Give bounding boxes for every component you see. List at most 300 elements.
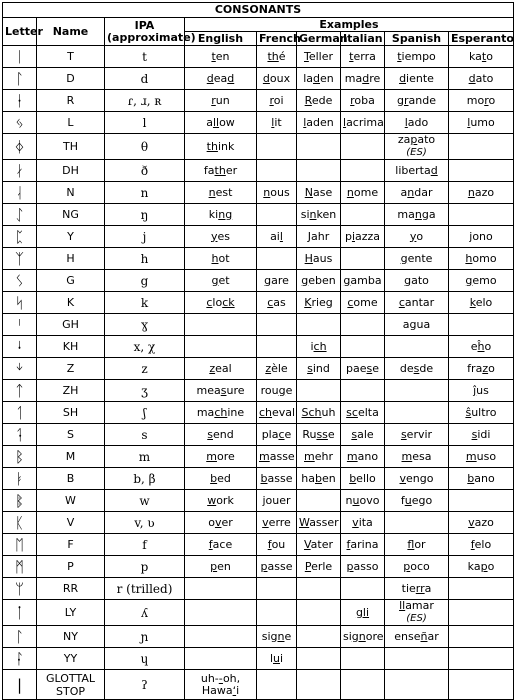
word-part: elta (357, 405, 379, 419)
example-word (449, 556, 514, 578)
table-row (3, 292, 514, 314)
letter-glyph: ᛍ (3, 336, 37, 358)
example-line (187, 363, 254, 375)
ipa-symbol: m (105, 446, 185, 468)
example-word (449, 446, 514, 468)
example-line (387, 95, 446, 107)
table-row (3, 670, 514, 700)
highlighted-sound: v (399, 471, 407, 485)
example-word (297, 248, 341, 270)
word-part: as (273, 295, 286, 309)
example-word (297, 68, 341, 90)
letter-name: D (37, 68, 105, 90)
word-part: o (488, 361, 495, 375)
ipa-symbol: ʎ (105, 600, 185, 626)
example-line (259, 539, 294, 551)
example-line (343, 231, 382, 243)
word-part: re (369, 71, 381, 85)
highlighted-sound: ch (214, 405, 228, 419)
example-word (449, 112, 514, 134)
table-row (3, 314, 514, 336)
highlighted-sound: gn (270, 629, 285, 643)
letter-name: T (37, 46, 105, 68)
example-word (297, 648, 341, 670)
highlighted-sound: l (303, 115, 307, 129)
word-part: iempo (401, 49, 436, 63)
word-part: eller (308, 49, 334, 63)
word-part: ase (312, 185, 333, 199)
word-part: de (419, 361, 434, 375)
highlighted-sound: s (413, 361, 420, 375)
word-part: est (215, 185, 233, 199)
example-word (449, 534, 514, 556)
example-word (449, 578, 514, 600)
letter-name: GH (37, 314, 105, 336)
highlighted-sound: f (208, 537, 213, 551)
example-line (387, 73, 446, 85)
example-word (185, 336, 257, 358)
example-line (259, 385, 294, 397)
letter-glyph: ᛂ (3, 90, 37, 112)
example-word (297, 424, 341, 446)
word-part: si (261, 629, 271, 643)
word-part: oux (269, 71, 291, 85)
example-word (297, 160, 341, 182)
ipa-symbol: t (105, 46, 185, 68)
word-part: uh- (200, 671, 219, 685)
example-word (297, 556, 341, 578)
highlighted-sound: l (343, 115, 347, 129)
example-word (257, 134, 297, 160)
word-part: en (321, 471, 336, 485)
word-part: oba (354, 93, 375, 107)
highlighted-sound: r (269, 93, 274, 107)
highlighted-sound: d (430, 163, 438, 177)
example-line (451, 451, 511, 463)
example-word (341, 112, 385, 134)
example-word (385, 160, 449, 182)
example-word (341, 402, 385, 424)
letter-glyph: ᛁ (3, 46, 37, 68)
language-header-english: English (185, 32, 257, 46)
highlighted-sound: b (314, 471, 322, 485)
example-word (185, 248, 257, 270)
example-line (187, 51, 254, 63)
example-word (341, 226, 385, 248)
word-part: ovo (359, 493, 380, 507)
word-part: aus (312, 251, 333, 265)
example-word (257, 556, 297, 578)
example-line (299, 363, 338, 375)
example-line (343, 275, 382, 287)
example-word (449, 626, 514, 648)
word-part: azza (355, 229, 381, 243)
letter-glyph: ᛃ (3, 112, 37, 134)
example-word (449, 648, 514, 670)
word-part: ale (357, 427, 374, 441)
highlighted-sound: b (260, 471, 268, 485)
example-word (185, 512, 257, 534)
ipa-header-line: IPA (134, 18, 155, 32)
highlighted-sound: w (207, 493, 217, 507)
highlighted-sound: P (304, 559, 312, 573)
highlighted-sound: n (414, 207, 422, 221)
example-word (385, 134, 449, 160)
highlighted-sound: ñ (420, 629, 428, 643)
ipa-symbol: f (105, 534, 185, 556)
highlighted-sound: n (208, 185, 216, 199)
example-word (297, 534, 341, 556)
highlighted-sound: m (465, 449, 477, 463)
example-word (449, 490, 514, 512)
highlighted-sound: th (267, 49, 279, 63)
highlighted-sound: h (211, 251, 219, 265)
example-word (185, 314, 257, 336)
highlighted-sound: c (347, 295, 354, 309)
example-line (299, 51, 338, 63)
example-line (259, 653, 294, 665)
highlighted-sound: l (467, 115, 471, 129)
ipa-header (105, 18, 196, 46)
highlighted-sound: r (350, 93, 355, 107)
example-word (185, 446, 257, 468)
highlighted-sound: h (465, 251, 473, 265)
example-line (387, 117, 446, 129)
word-part: mea (196, 383, 221, 397)
example-line (451, 187, 511, 199)
example-word (449, 160, 514, 182)
example-word (185, 358, 257, 380)
word-part: ano (357, 449, 379, 463)
word-part: ous (270, 185, 290, 199)
ipa-symbol: ɥ (105, 648, 185, 670)
example-line (187, 275, 254, 287)
word-part: are (271, 273, 289, 287)
example-word (385, 626, 449, 648)
example-line (259, 95, 294, 107)
example-word (449, 358, 514, 380)
word-part: ato (475, 71, 494, 85)
example-word (257, 90, 297, 112)
example-word (185, 204, 257, 226)
letter-glyph: ᛑ (3, 424, 37, 446)
example-line (187, 685, 254, 697)
highlighted-sound: i (351, 229, 355, 243)
example-line (187, 95, 254, 107)
word-part: ente (407, 251, 433, 265)
highlighted-sound: g (264, 273, 272, 287)
highlighted-sound: ss (316, 427, 328, 441)
word-part: tie (401, 581, 416, 595)
highlighted-sound: g (278, 383, 286, 397)
example-line (343, 429, 382, 441)
example-line (343, 607, 382, 619)
example-line (451, 539, 511, 551)
word-part: ato (411, 273, 429, 287)
word-part: ace (212, 537, 233, 551)
highlighted-sound: f (346, 537, 351, 551)
example-word (385, 270, 449, 292)
example-word (297, 226, 341, 248)
word-part: en (217, 559, 231, 573)
word-part: ore (365, 629, 384, 643)
highlighted-sound: t (481, 49, 487, 63)
letter-name: TH (37, 134, 105, 160)
word-part: et (218, 273, 230, 287)
example-word (449, 468, 514, 490)
letter-name: LY (37, 600, 105, 626)
example-line (451, 407, 511, 419)
example-word (385, 490, 449, 512)
word-part: ua (416, 317, 431, 331)
example-word (257, 358, 297, 380)
example-word (449, 204, 514, 226)
example-line (187, 495, 254, 507)
word-part: pla (261, 427, 279, 441)
word-part: rou (260, 383, 279, 397)
word-part: emo (472, 273, 497, 287)
example-word (297, 112, 341, 134)
example-word (341, 160, 385, 182)
example-line (387, 165, 446, 177)
example-word (297, 402, 341, 424)
highlighted-sound: ck (222, 295, 235, 309)
highlighted-sound: f (470, 537, 475, 551)
dialect-note: (ES) (406, 613, 427, 624)
word-part: fa (203, 163, 215, 177)
table-row (3, 226, 514, 248)
word-part: amar (405, 599, 434, 612)
example-word (257, 446, 297, 468)
letter-name: H (37, 248, 105, 270)
word-part: ome (353, 295, 378, 309)
highlighted-sound: n (467, 185, 475, 199)
word-part: ork (216, 493, 234, 507)
example-line (259, 117, 294, 129)
highlighted-sound: c (267, 295, 274, 309)
example-line (299, 73, 338, 85)
table-row (3, 600, 514, 626)
word-part: e (284, 427, 292, 441)
word-part: ego (411, 493, 433, 507)
highlighted-sound: n (309, 207, 317, 221)
ipa-symbol: p (105, 556, 185, 578)
highlighted-sound: n (263, 185, 271, 199)
example-word (297, 46, 341, 68)
highlighted-sound: m (401, 449, 413, 463)
word-part: ma (344, 71, 363, 85)
example-line (187, 73, 254, 85)
example-line (187, 561, 254, 573)
word-part: umo (470, 115, 495, 129)
example-line (387, 561, 446, 573)
word-part: ande (408, 93, 436, 107)
example-word (449, 134, 514, 160)
example-line (387, 231, 446, 243)
highlighted-sound: b (349, 471, 357, 485)
letter-name: P (37, 556, 105, 578)
word-part: ine (227, 405, 245, 419)
example-word (385, 248, 449, 270)
example-word (297, 182, 341, 204)
example-word (385, 534, 449, 556)
highlighted-sound: j (262, 493, 266, 507)
example-line (451, 117, 511, 129)
example-line (299, 95, 338, 107)
example-line (259, 429, 294, 441)
example-word (385, 600, 449, 626)
example-word (185, 556, 257, 578)
word-part: e (327, 427, 335, 441)
example-word (185, 292, 257, 314)
highlighted-sound: m (304, 449, 315, 463)
example-word (449, 314, 514, 336)
highlighted-sound: g (301, 273, 309, 287)
example-word (257, 468, 297, 490)
example-line (299, 561, 338, 573)
example-word (341, 600, 385, 626)
letter-name: Z (37, 358, 105, 380)
example-word (385, 90, 449, 112)
word-part: f (400, 493, 405, 507)
letter-glyph: ᛔ (3, 490, 37, 512)
example-word (185, 670, 257, 700)
highlighted-sound: g (409, 317, 417, 331)
letter-glyph: ᛄ (3, 134, 37, 160)
example-word (449, 226, 514, 248)
word-part: er (221, 515, 233, 529)
letter-glyph: ᛗ (3, 556, 37, 578)
word-part: ma (196, 405, 215, 419)
example-word (341, 648, 385, 670)
example-word (341, 490, 385, 512)
letter-name: NY (37, 626, 105, 648)
example-word (185, 112, 257, 134)
highlighted-sound: J (307, 229, 311, 243)
example-word (185, 490, 257, 512)
table-row (3, 336, 514, 358)
word-part: ga (421, 207, 436, 221)
word-part: oi (273, 93, 284, 107)
highlighted-sound: ĥ (477, 339, 485, 353)
word-part: a (402, 317, 410, 331)
example-word (185, 534, 257, 556)
example-word (185, 68, 257, 90)
example-line (299, 231, 338, 243)
word-part: erra (353, 49, 376, 63)
word-part: e (470, 339, 478, 353)
example-word (449, 670, 514, 700)
example-word (257, 670, 297, 700)
letter-glyph: ᛋ (3, 292, 37, 314)
example-word (297, 336, 341, 358)
highlighted-sound: ch (313, 339, 327, 353)
word-part: l (269, 651, 273, 665)
word-part: ure (226, 383, 245, 397)
example-line (187, 473, 254, 485)
word-part: esa (412, 449, 432, 463)
example-line (299, 517, 338, 529)
example-line (259, 631, 294, 643)
highlighted-sound: V (303, 537, 311, 551)
example-word (297, 380, 341, 402)
word-part: ai (270, 229, 280, 243)
ipa-symbol: d (105, 68, 185, 90)
word-part: amba (350, 273, 382, 287)
example-word (385, 380, 449, 402)
example-line (259, 297, 294, 309)
example-line (187, 451, 254, 463)
example-line (299, 117, 338, 129)
example-word (185, 424, 257, 446)
word-part: eal (215, 361, 232, 375)
letter-name: K (37, 292, 105, 314)
example-line (343, 451, 382, 463)
highlighted-sound: n (346, 185, 354, 199)
example-word (257, 182, 297, 204)
word-part: dar (414, 185, 433, 199)
word-part: ehr (314, 449, 333, 463)
word-part: asse (267, 471, 293, 485)
example-line (259, 73, 294, 85)
example-word (257, 626, 297, 648)
word-part: idi (477, 427, 491, 441)
example-word (449, 270, 514, 292)
word-part: lo (212, 295, 223, 309)
letter-name: B (37, 468, 105, 490)
word-part: ha (301, 471, 315, 485)
example-word (385, 226, 449, 248)
example-word (257, 402, 297, 424)
highlighted-sound: m (346, 449, 358, 463)
example-word (297, 204, 341, 226)
example-word (185, 648, 257, 670)
table-row (3, 424, 514, 446)
highlighted-sound: p (410, 133, 418, 146)
highlighted-sound: s (207, 427, 213, 441)
example-word (257, 68, 297, 90)
letter-name: ZH (37, 380, 105, 402)
example-word (257, 380, 297, 402)
highlighted-sound: r (211, 93, 216, 107)
example-line (387, 319, 446, 331)
ipa-header-line: (approximate) (107, 30, 196, 44)
word-part: ahr (311, 229, 330, 243)
highlighted-sound: v (352, 515, 359, 529)
example-word (257, 112, 297, 134)
highlighted-sound: th (214, 163, 226, 177)
word-part: omo (472, 251, 497, 265)
highlighted-sound: v (214, 515, 222, 529)
example-word (341, 468, 385, 490)
example-word (257, 490, 297, 512)
example-word (341, 336, 385, 358)
letter-glyph: ᛒ (3, 446, 37, 468)
word-part: azo (474, 515, 494, 529)
highlighted-sound: W (299, 515, 310, 529)
highlighted-sound: p (403, 559, 411, 573)
word-part: mo (466, 93, 485, 107)
example-word (257, 336, 297, 358)
example-word (341, 292, 385, 314)
ipa-symbol: x, χ (105, 336, 185, 358)
word-part: ultro (471, 405, 497, 419)
ipa-symbol: v, ʋ (105, 512, 185, 534)
example-line (451, 51, 511, 63)
highlighted-sound: s (471, 427, 478, 441)
example-line (187, 539, 254, 551)
word-part: ka (467, 559, 481, 573)
